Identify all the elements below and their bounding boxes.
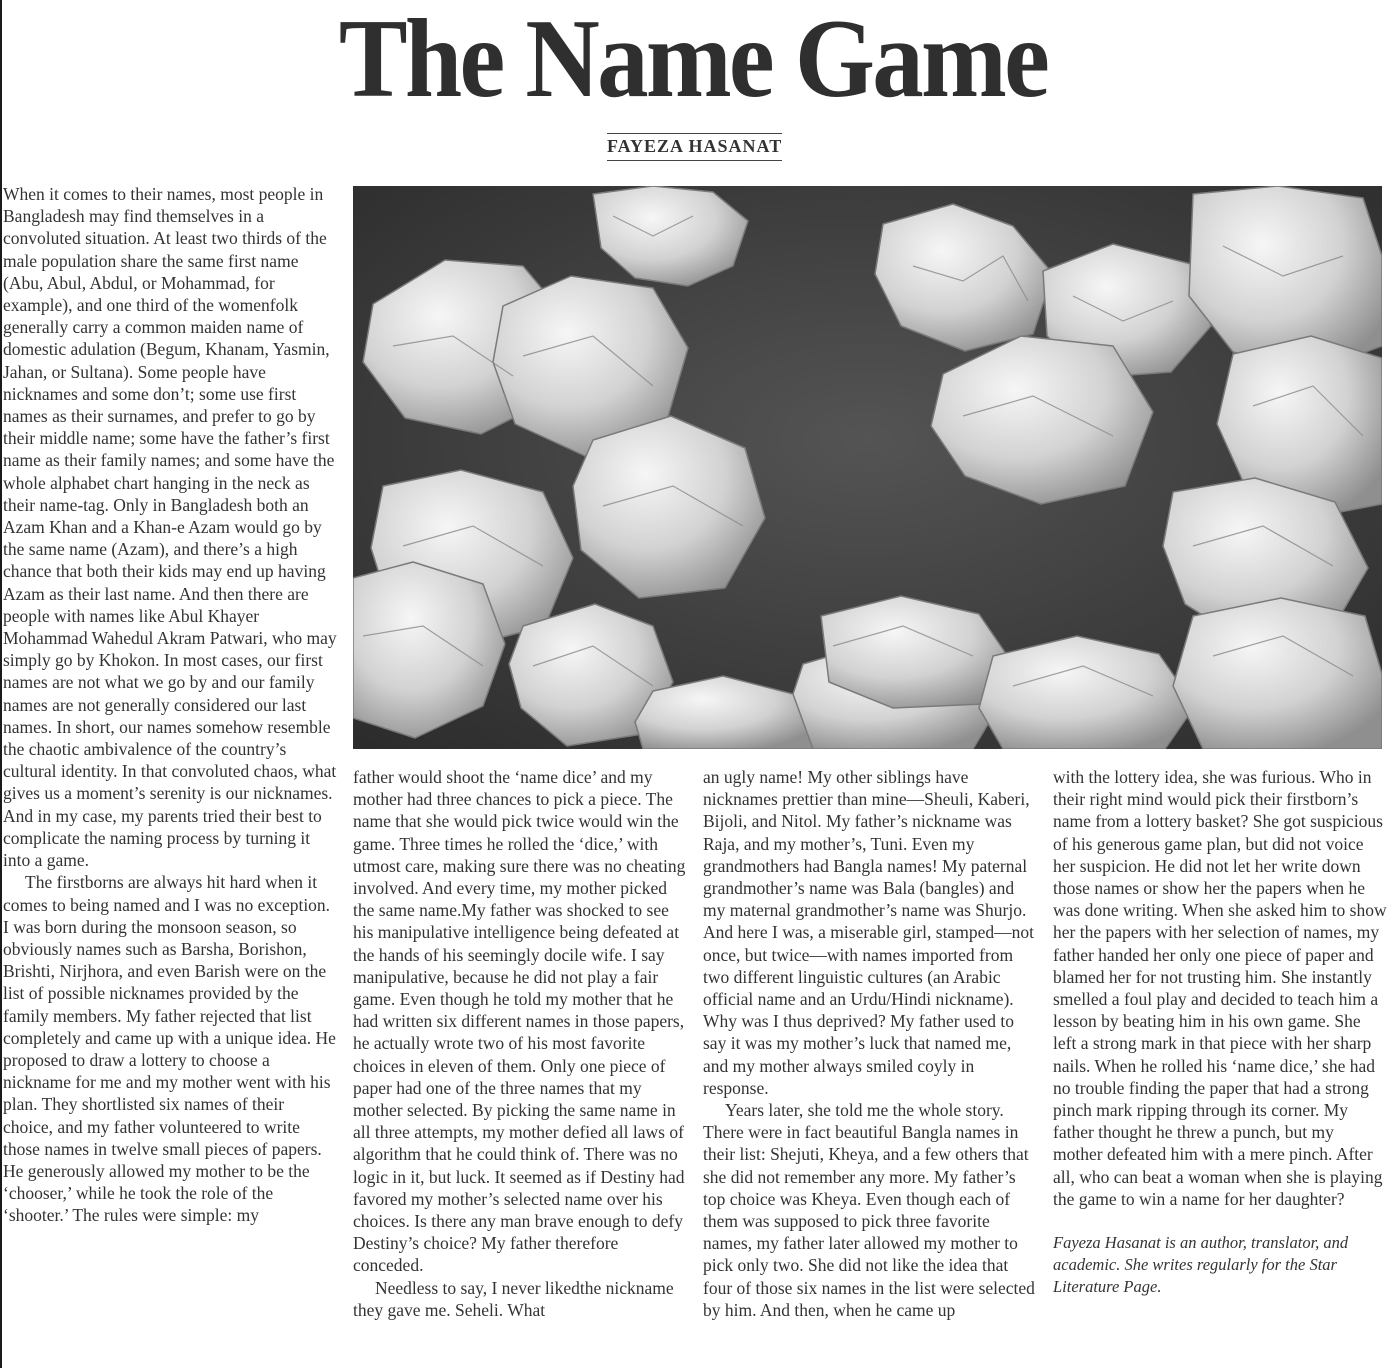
paper-ball (1173, 598, 1382, 749)
article-column-4 (1053, 766, 1387, 1299)
byline-top-rule (607, 133, 782, 134)
article-paragraph: The firstborns are always hit hard when it comes to being named and I was no exception. I was born during the monsoon season, so obviously names such as Barsha, Borishon, Brishti, Nirjhora, and even Barish were on the list of possible nicknames provided by the family members. My father rejected that list completely and came up with a unique idea. He proposed to draw a lottery to choose a nickname for me and my mother went with his plan. They shortlisted six names of their choice, and my father volunteered to write those names in twelve small pieces of papers. He generously allowed my mother to be the ‘chooser,’ while he took the role of the ‘shooter.’ The rules were simple: my (3, 872, 336, 1226)
article-column-2 (353, 766, 688, 1321)
article-paragraph: father would shoot the ‘name dice’ and my mother had three chances to pick a piece. The name that she would pick twice would win the game. Three times he rolled the ‘dice,’ with utmost care, making sure there was no cheating involved. And every time, my mother picked the same name.My father was shocked to see his manipulative intelligence being defeated at the hands of his seemingly docile wife. I say manipulative, because he did not play a fair game. Even though he told my mother that he had written six different names in those papers, he actually wrote two of his most favorite choices in eleven of them. Only one piece of paper had one of the three names that my mother selected. By picking the same name in all three attempts, my mother defied all laws of algorithm that he could think of. There was no logic in it, but luck. It seemed as if Destiny had favored my mother’s selected name over his choices. Is there any man brave enough to defy Destiny’s choice? My father therefore conceded. (353, 767, 686, 1276)
article-paragraph: an ugly name! My other siblings have nicknames prettier than mine—Sheuli, Kaberi, Bijoli, and Nitol. My father’s nickname was Raja, and my mother’s, Tuni. Even my grandmothers had Bangla names! My paternal grandmother’s name was Bala (bangles) and my maternal grandmother’s name was Shurjo. And here I was, a miserable girl, stamped—not once, but twice—with names imported from two different linguistic cultures (an Arabic official name and an Urdu/Hindi nickname). Why was I thus deprived? My father used to say it was my mother’s luck that named me, and my mother always smiled coyly in response. (703, 767, 1034, 1098)
article-paragraph: Years later, she told me the whole story. There were in fact beautiful Bangla names in their list: Shejuti, Kheya, and a few others that she did not remember any more. My father’s top choice was Kheya. Even though each of them was supposed to pick three favorite names, my father later allowed my mother to pick only two. She did not like the idea that four of those six names in the list were selected by him. And then, when he came up (703, 1100, 1035, 1320)
article-column-1 (3, 183, 338, 1227)
byline-text: FAYEZA HASANAT (607, 136, 783, 156)
article-title: The Name Game (338, 0, 1048, 121)
article-paragraph: with the lottery idea, she was furious. Who in their right mind would pick their firstborn’s name from a lottery basket? She got suspicious of his generous game plan, but did not voice her suspicion. He did not let her write down those names or show her the papers when he was done writing. When she asked him to show her the papers with her selection of names, my father handed her only one piece of paper and blamed her for not trusting him. She instantly smelled a foul play and decided to teach him a lesson by beating him in his own game. She left a strong mark in that piece with her sharp nails. When he rolled his ‘name dice,’ she had no trouble finding the paper that had a strong pinch mark ripping through its corner. My father thought he threw a punch, but my mother defeated him with a mere pinch. After all, who can beat a woman when she is playing the game to win a name for her daughter? (1053, 767, 1387, 1209)
article-paragraph: Needless to say, I never likedthe nickname they gave me. Seheli. What (353, 1277, 674, 1320)
byline-bottom-rule (607, 160, 782, 161)
crumpled-paper-photo (353, 186, 1382, 749)
page-left-border (0, 0, 2, 1368)
author-bio: Fayeza Hasanat is an author, translator, and academic. She writes regularly for the Star Literature Page. (1053, 1233, 1349, 1297)
article-paragraph: When it comes to their names, most people in Bangladesh may find themselves in a convoluted situation. At least two thirds of the male population share the same first name (Abu, Abul, Abdul, or Mohammad, for example), and one third of the womenfolk generally carry a common maiden name of domestic adulation (Begum, Khanam, Yasmin, Jahan, or Sultana). Some people have nicknames and some don’t; some use first names as their surnames, and prefer to go by their middle name; some have the father’s first name as their family names; and some have the whole alphabet chart hanging in the neck as their name-tag. Only in Bangladesh both an Azam Khan and a Khan-e Azam would go by the same name (Azam), and there’s a high chance that both their kids may end up having Azam as their last name. And then there are people with names like Abul Khayer Mohammad Wahedul Akram Patwari, who may simply go by Khokon. In most cases, our first names are not what we go by and our family names are not generally considered our last names. In short, our names somehow resemble the chaotic ambivalence of the country’s cultural identity. In that convoluted chaos, what gives us a moment’s serenity is our nicknames. And in my case, my parents tried their best to complicate the naming process by turning it into a game. (3, 184, 337, 871)
author-byline (607, 133, 782, 161)
article-column-3 (703, 766, 1038, 1321)
